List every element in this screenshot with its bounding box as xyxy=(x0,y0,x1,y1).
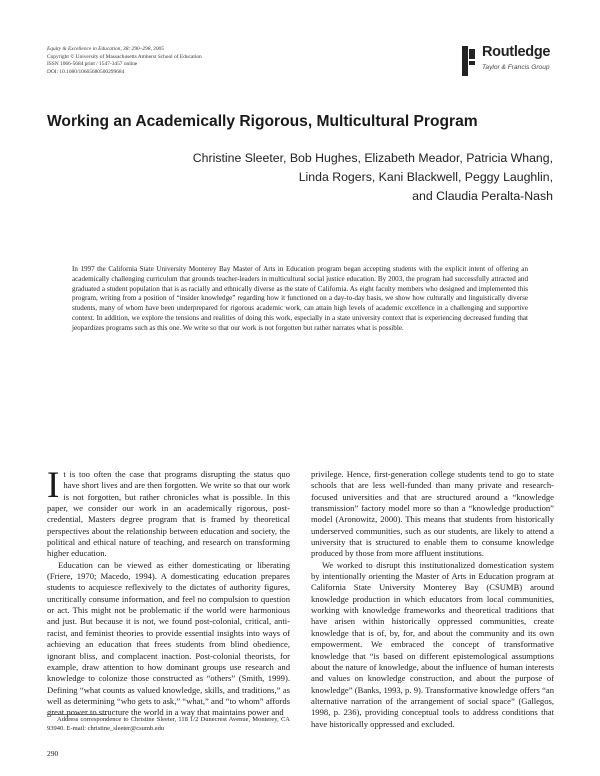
body-paragraph: Education can be viewed as either domesticating or liberating (Friere, 1970; Macedo, 1994). A domesticating education prepares students to acquiesce reflexively to the dictates of authority figures, uncritically consume information, and feel no compulsion to question or act. This might not be problematic if the world were harmonious and just. But because it is not, we found post-colonial, critical, anti-racist, and feminist theories to provide essential insights into ways of achieving an education that frees students from blind obedience, ignorant bliss, and complacent inaction. Post-colonial theorists, for example, draw attention to how dominant groups use research and knowledge to colonize those constructed as “others” (Smith, 1999). Defining “what counts as valued knowledge, skills, and traditions,” as well as determining “who gets to ask,” “what,” and “to whom” affords great power to structure the world in a way that maintains power and xyxy=(47,559,290,718)
issn-line: ISSN 1066-5684 print / 1547-3457 online xyxy=(47,61,138,68)
author-list xyxy=(193,149,553,206)
correspondence-footnote: Address correspondence to Christine Sleeter, 118 1/2 Dunecrest Avenue, Monterey, CA 93940. E-mail: christine_sleeter@csumb.edu xyxy=(47,716,290,732)
article-title: Working an Academically Rigorous, Multicultural Program xyxy=(47,113,478,130)
footnote-divider xyxy=(47,714,107,715)
body-paragraph: privilege. Hence, first-generation college students tend to go to state schools that are less well-funded than many private and research-focused universities and that are structured around a “knowledge transmission” factory model more so than a “knowledge production” model (Aronowitz, 2000). This means that students from historically underserved communities, such as our students, are likely to attend a university that is structured to enable them to consume knowledge produced by those from more affluent institutions. xyxy=(311,469,554,559)
paragraph-text: t is too often the case that programs disrupting the status quo have short lives and are then forgotten. We write so that our work is not forgotten, but rather chronicles what is possible. In this paper, we consider our work in an academically rigorous, post-credential, Masters degree program that is framed by theoretical perspectives about the relationship between education and society, the political and ethical nature of teaching, and research on transforming higher education. xyxy=(47,469,290,559)
routledge-logo-mark xyxy=(462,46,476,76)
publisher-group: Taylor & Francis Group xyxy=(482,64,550,71)
author-line: Christine Sleeter, Bob Hughes, Elizabeth Meador, Patricia Whang, xyxy=(192,151,553,165)
journal-metadata xyxy=(47,46,202,76)
publisher-logo xyxy=(462,44,562,84)
body-paragraph xyxy=(47,465,290,560)
author-line: Linda Rogers, Kani Blackwell, Peggy Laughlin, xyxy=(298,170,553,184)
drop-cap: I xyxy=(47,465,60,506)
doi-line: DOI: 10.1080/10665680500299684 xyxy=(47,68,125,75)
page-number: 290 xyxy=(47,749,59,758)
author-line: and Claudia Peralta-Nash xyxy=(412,189,553,203)
body-column-right xyxy=(311,469,554,730)
copyright-line: Copyright © University of Massachusetts Amherst School of Education xyxy=(47,53,202,60)
body-column-left xyxy=(47,465,290,719)
abstract: In 1997 the California State University Monterey Bay Master of Arts in Education program began accepting students with the explicit intent of offering an academically challenging curriculum that grounds teacher-leaders in multicultural social justice education. By 2003, the program had successfully attracted and graduated a student population that is as racially and ethnically diverse as the state of California. As eight faculty members who designed and implemented this program, writing from a position of “insider knowledge” regarding how it functioned on a day-to-day basis, we show how culturally and linguistically diverse students, many of whom have been underprepared for rigorous academic work, can attain high levels of academic excellence in a challenging and supportive context. In addition, we explore the tensions and realities of doing this work, especially in a state university context that is experiencing decreased funding that jeopardizes programs such as this one. We write so that our work is not forgotten but rather narrates what is possible. xyxy=(72,265,528,332)
publisher-name: Routledge xyxy=(482,44,551,60)
journal-citation: Equity & Excellence in Education, 38: 290–298, 2005 xyxy=(47,46,164,52)
body-paragraph: We worked to disrupt this institutionalized domestication system by intentionally orienting the Master of Arts in Education program at California State University Monterey Bay (CSUMB) around knowledge production in which educators from local communities, working with knowledge frameworks and theoretical traditions that have arisen within historically oppressed communities, create knowledge that is of, by, for, and about the community and its own empowerment. We embraced the concept of transformative knowledge that “is based on different epistemological assumptions about the nature of knowledge, about the influence of human interests and values on knowledge construction, and about the purpose of knowledge” (Banks, 1993, p. 9). Transformative knowledge offers “an alternative narration of the arrangement of social space” (Gallegos, 1998, p. 236), providing conceptual tools to address conditions that have historically oppressed and excluded. xyxy=(311,559,554,729)
